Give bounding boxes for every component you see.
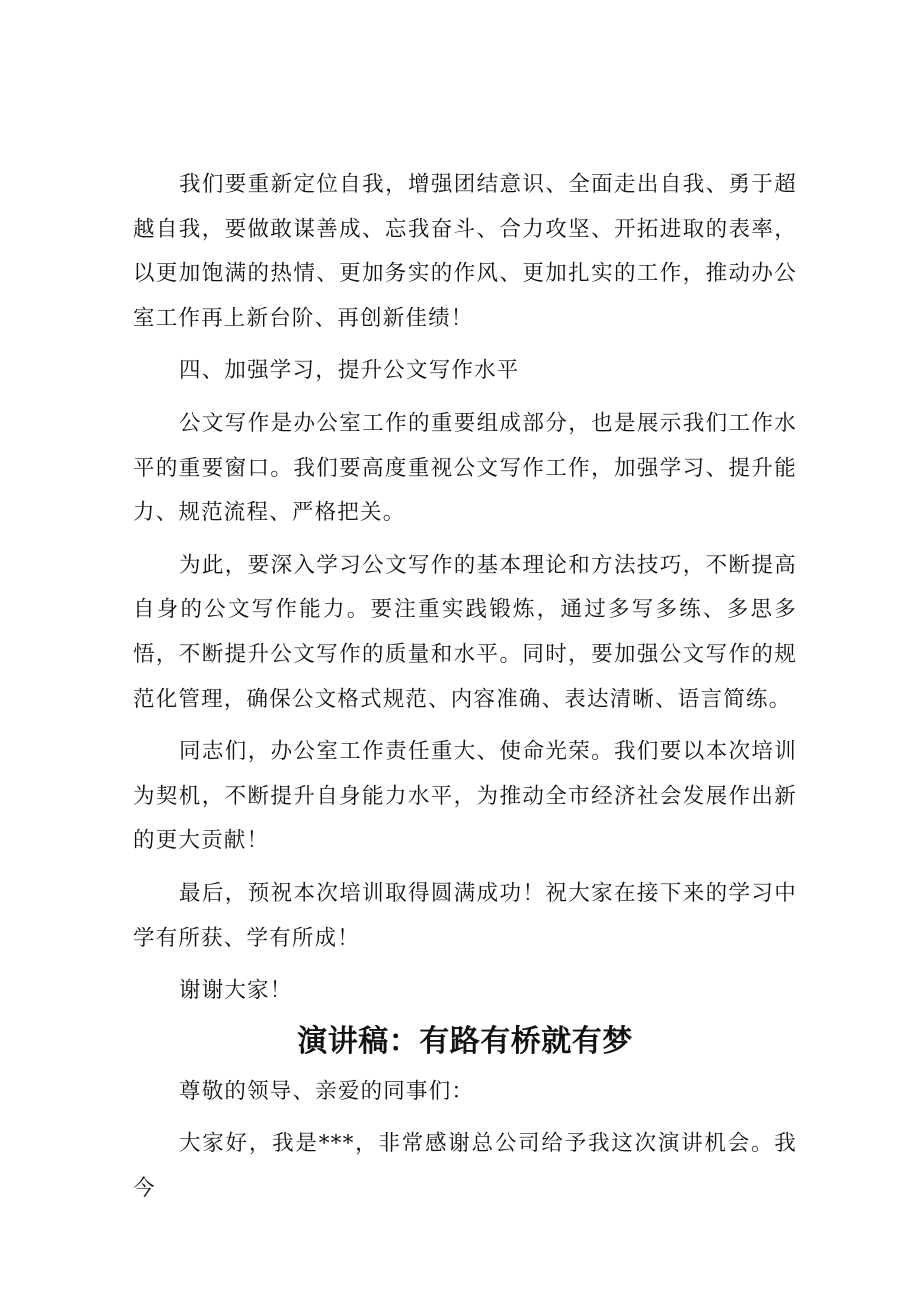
paragraph-intro: 大家好，我是***，非常感谢总公司给予我这次演讲机会。我今 (133, 1131, 797, 1201)
document-body (133, 163, 797, 1211)
paragraph-study-methods: 为此，要深入学习公文写作的基本理论和方法技巧，不断提高自身的公文写作能力。要注重实践锻炼，通过多写多练、多思多悟，不断提升公文写作的质量和水平。同时，要加强公文写作的规范化管理，确保公文格式规范、内容准确、表达清晰、语言简练。 (133, 552, 797, 712)
paragraph-official-writing: 公文写作是办公室工作的重要组成部分，也是展示我们工作水平的重要窗口。我们要高度重视公文写作工作，加强学习、提升能力、规范流程、严格把关。 (133, 410, 797, 526)
paragraph-thanks: 谢谢大家！ (179, 978, 293, 1004)
speech-title: 演讲稿：有路有桥就有梦 (297, 1023, 633, 1059)
paragraph-greeting: 尊敬的领导、亲爱的同事们： (179, 1078, 475, 1104)
paragraph-wishes: 最后，预祝本次培训取得圆满成功！祝大家在接下来的学习中学有所获、学有所成！ (133, 880, 797, 951)
paragraph-comrades: 同志们，办公室工作责任重大、使命光荣。我们要以本次培训为契机，不断提升自身能力水平，为推动全市经济社会发展作出新的更大贡献！ (133, 739, 797, 854)
section-heading-4: 四、加强学习，提升公文写作水平 (179, 358, 520, 384)
paragraph-redefine-self: 我们要重新定位自我，增强团结意识、全面走出自我、勇于超越自我，要做敢谋善成、忘我奋斗、合力攻坚、开拓进取的表率，以更加饱满的热情、更加务实的作风、更加扎实的工作，推动办公室工作再上新台阶、再创新佳绩！ (133, 172, 797, 331)
